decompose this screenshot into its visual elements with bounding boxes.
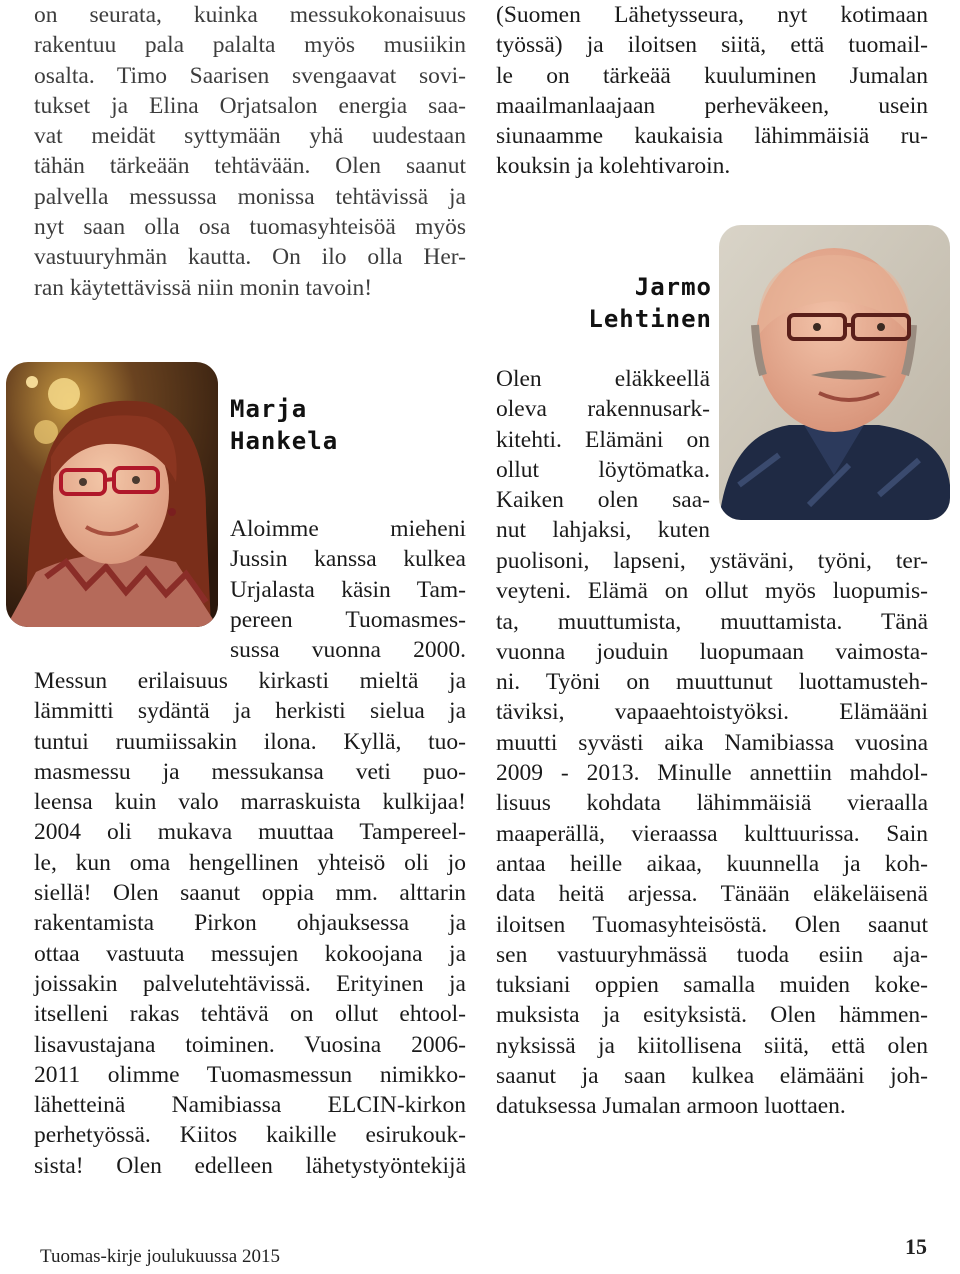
name-first: Jarmo xyxy=(634,273,712,301)
text-line: tuntui ruumiissakin ilona. Kyllä, tuo- xyxy=(34,728,466,755)
text-line: rakentamista Pirkon ohjauksessa ja xyxy=(34,910,466,937)
text-line: le on tärkeää kuuluminen Jumalan xyxy=(496,62,928,89)
text-line: osalta. Timo Saarisen svengaavat sovi- xyxy=(34,62,466,89)
text-line: perhetyössä. Kiitos kaikille esirukouk- xyxy=(34,1122,466,1149)
text-line: le, kun oma hengellinen yhteisö oli jo xyxy=(34,849,466,876)
text-line: oleva rakennusark- xyxy=(496,396,710,423)
text-line: tähän tärkeään tehtävään. Olen saanut xyxy=(34,153,466,180)
text-line: nut lahjaksi, kuten xyxy=(496,517,710,544)
text-line: Olen eläkkeellä xyxy=(496,366,710,392)
text-line: on seurata, kuinka messukokonaisuus xyxy=(34,2,466,28)
text-line: kitehti. Elämäni on xyxy=(496,426,710,453)
text-line: työssä) ja iloitsen siitä, että tuomail- xyxy=(496,32,928,59)
name-last: Lehtinen xyxy=(588,305,712,333)
text-line: lisavustajana toiminen. Vuosina 2006- xyxy=(34,1031,466,1058)
text-line: pereen Tuomasmes- xyxy=(230,606,466,633)
text-line: palvella messussa monissa tehtävissä ja xyxy=(34,183,466,210)
jarmo-body-paragraph xyxy=(496,546,928,1122)
text-line: Aloimme mieheni xyxy=(230,516,466,542)
text-line: lähetteinä Namibiassa ELCIN-kirkon xyxy=(34,1092,466,1119)
text-line: nyksissä ja kiitollisena siitä, että olen xyxy=(496,1032,928,1059)
jarmo-lehtinen-name xyxy=(578,271,712,335)
marja-intro-paragraph xyxy=(230,514,466,665)
page-number: 15 xyxy=(905,1234,927,1259)
text-line: 2004 oli mukava muuttaa Tampereel- xyxy=(34,819,466,846)
text-line: kouksin ja kolehtivaroin. xyxy=(496,153,731,180)
text-line: leensa kuin valo marraskuista kulkijaa! xyxy=(34,789,466,816)
left-top-paragraph xyxy=(34,0,466,303)
text-line: Jussin kanssa kulkea xyxy=(230,546,466,573)
text-line: tuksiani oppien samalla muiden koke- xyxy=(496,972,928,999)
text-line: datuksessa Jumalan armoon luottaen. xyxy=(496,1093,846,1120)
text-line: Kaiken olen saa- xyxy=(496,487,710,514)
text-line: 2009 - 2013. Minulle annettiin mahdol- xyxy=(496,760,928,787)
text-line: sen vastuuryhmässä tuoda esiin aja- xyxy=(496,941,928,968)
text-line: 2011 olimme Tuomasmessun nimikko- xyxy=(34,1061,466,1088)
text-line: tukset ja Elina Orjatsalon energia saa- xyxy=(34,92,466,119)
text-line: itselleni rakas tehtävä on ollut ehtool- xyxy=(34,1001,466,1028)
marja-body-paragraph xyxy=(34,666,466,1181)
jarmo-lehtinen-photo xyxy=(719,225,950,520)
jarmo-intro-paragraph xyxy=(496,364,710,546)
text-line: sussa vuonna 2000. xyxy=(230,637,466,664)
text-line: lisuus kohdata lähimmäisiä vieraalla xyxy=(496,790,928,817)
text-line: täviksi, vapaaehtoistyöksi. Elämääni xyxy=(496,699,928,726)
text-line: puolisoni, lapseni, ystäväni, työni, ter- xyxy=(496,548,928,574)
text-line: saanut ja saan kulkea elämääni joh- xyxy=(496,1063,928,1090)
text-line: vastuuryhmän kautta. On ilo olla Her- xyxy=(34,244,466,271)
text-line: muksista ja esityksistä. Olen hämmen- xyxy=(496,1002,928,1029)
text-line: data heitä arjessa. Tänään eläkeläisenä xyxy=(496,881,928,908)
text-line: Urjalasta käsin Tam- xyxy=(230,576,466,603)
text-line: iloitsen Tuomasyhteisöstä. Olen saanut xyxy=(496,911,928,938)
marja-hankela-photo xyxy=(6,362,218,627)
text-line: lämmitti sydäntä ja herkisti sielua ja xyxy=(34,698,466,725)
text-line: ni. Työni on muuttunut luottamusteh- xyxy=(496,669,928,696)
text-line: siunaamme kaukaisia lähimmäisiä ru- xyxy=(496,123,928,150)
text-line: maaperällä, vieraassa kulttuurissa. Sain xyxy=(496,820,928,847)
name-last: Hankela xyxy=(230,427,339,455)
marja-hankela-name xyxy=(230,393,338,457)
text-line: ollut löytömatka. xyxy=(496,456,710,483)
text-line: Messun erilaisuus kirkasti mieltä ja xyxy=(34,668,466,694)
text-line: rakentuu pala palalta myös musiikin xyxy=(34,32,466,59)
text-line: siellä! Olen saanut oppia mm. alttarin xyxy=(34,880,466,907)
text-line: ran käytettävissä niin monin tavoin! xyxy=(34,274,373,301)
text-line: sista! Olen edelleen lähetystyöntekijä xyxy=(34,1152,466,1179)
text-line: vuonna jouduin luopumaan vaimosta- xyxy=(496,638,928,665)
text-line: (Suomen Lähetysseura, nyt kotimaan xyxy=(496,2,928,28)
publication-footer: Tuomas-kirje joulukuussa 2015 xyxy=(40,1246,280,1267)
text-line: vat meidät syttymään yhä uudestaan xyxy=(34,123,466,150)
text-line: veyteni. Elämä on ollut myös luopumis- xyxy=(496,578,928,605)
text-line: masmessu ja messukansa veti puo- xyxy=(34,758,466,785)
text-line: maailmanlaajaan perheväkeen, usein xyxy=(496,92,928,119)
text-line: antaa heille aikaa, kuunnella ja koh- xyxy=(496,850,928,877)
text-line: ottaa vastuuta messujen kokoojana ja xyxy=(34,940,466,967)
text-line: muutti syvästi aika Namibiassa vuosina xyxy=(496,729,928,756)
right-top-paragraph xyxy=(496,0,928,182)
name-first: Marja xyxy=(230,395,308,423)
text-line: joissakin palvelutehtävissä. Erityinen ja xyxy=(34,970,466,997)
text-line: nyt saan olla osa tuomasyhteisöä myös xyxy=(34,214,466,241)
text-line: ta, muuttumista, muuttamista. Tänä xyxy=(496,608,928,635)
